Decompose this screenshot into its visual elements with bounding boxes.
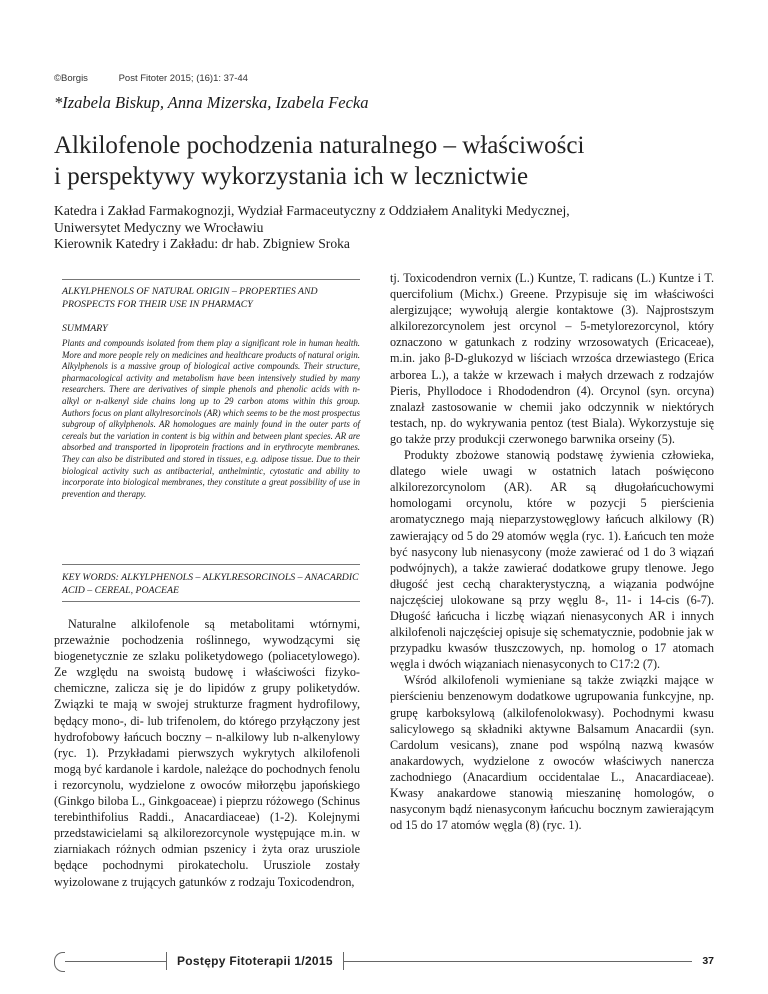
keywords-bottom-rule [62, 601, 360, 602]
summary-text: Plants and compounds isolated from them play a significant role in human health. More and more people rely on medicines and healthcare products of natural origin. Alkylphenols is a massive group of biological active compounds. Their structure, pharmacological activity and metabolism have been intensively studied by many researchers. There are derivatives of simple phenols and phenolic acids with n-alkyl or n-alkenyl side chains long up to 29 carbon atoms within this group. Authors focus on plant alkylresorcinols (AR) which seems to be the most prospectus subgroup of alkylphenols. AR homologues are mainly found in the outer parts of cereals but the variation in content is big within and between plant species. AR are absorbed and transported in lipoprotein fractions and in erythrocyte membranes. They can also be distributed and stored in tissues, e.g. adipose tissue. Due to their biological activity such as antibacterial, anthelmintic, cytostatic and ability to incorporate into biological membranes, they constitute a great possibility of use in prevention and therapy. [62, 338, 360, 499]
article-title [54, 130, 734, 192]
footer-rule [54, 961, 714, 962]
body-left-column [54, 616, 360, 890]
paragraph: Produkty zbożowe stanowią podstawę żywienia człowieka, dlatego wiele uwagi w ostatnich latach poświęcono alkilorezorcynolom (AR). AR są długołańcuchowymi homologami orcynolu, które w pozycji 5 pierścienia aromatycznego mają nieparzystowęglowy łańcuch alkilowy (R) zawierający od 5 do 29 atomów węgla (ryc. 1). Łańcuch ten może być nasycony lub nienasycony (może zawierać od 1 do 3 wiązań podwójnych), a także zawierać dodatkowe grupy tlenowe. Jego długość jest cechą charakterystyczną, a wiązania podwójne najczęściej ulokowane są przy węglu 8-, 11- i 14-cis (6-7). Długość łańcucha i liczbę wiązań nienasyconych AR i innych alkilofenoli najczęściej opisuje się schematycznie, podobnie jak w przypadku kwasów tłuszczowych, np. homolog o 17 atomach węgla i dwóch wiązaniach nienasyconych to C17:2 (7). [390, 448, 714, 672]
body-right-column [390, 270, 714, 833]
page-number: 37 [692, 952, 714, 970]
abstract-title: ALKYLPHENOLS OF NATURAL ORIGIN – PROPERTIES AND PROSPECTS FOR THEIR USE IN PHARMACY [62, 286, 318, 310]
affiliation-line-3: Kierownik Katedry i Zakładu: dr hab. Zbigniew Sroka [54, 236, 350, 251]
keywords-top-rule [62, 564, 360, 565]
affiliation-line-1: Katedra i Zakład Farmakognozji, Wydział Farmaceutyczny z Oddziałem Analityki Medycznej, [54, 203, 570, 218]
affiliation-line-2: Uniwersytet Medyczny we Wrocławiu [54, 219, 264, 235]
footer-left-cap [54, 952, 65, 972]
header-meta [54, 73, 276, 84]
abstract-top-rule [62, 279, 360, 280]
journal-name: Postępy Fitoterapii 1/2015 [166, 952, 344, 970]
paragraph: Naturalne alkilofenole są metabolitami wtórnymi, przeważnie pochodzenia roślinnego, wywodzącymi się biogenetycznie ze szlaku poliketydowego (poliacetylowego). Ze względu na swoistą budowę i właściwości fizyko-chemiczne, zalicza się je do lipidów z grupy poliketydów. Związki te mają w swojej strukturze fragment hydrofilowy, będący mono-, di- lub trifenolem, do którego przyłączony jest hydrofobowy łańcuch boczny – n-alkilowy lub n-alkenylowy (ryc. 1). Przykładami pierwszych wykrytych alkilofenoli mogą być kardanole i kardole, należące do pochodnych fenolu i rezorcynolu, wydzielone z owoców miłorzębu japońskiego (Ginkgo biloba L., Ginkgoaceae) i pieprzu różowego (Schinus terebinthifolius Raddi., Anacardiaceae) (1-2). Kolejnymi przedstawicielami są alkilorezorcynole występujące m.in. w ziarniakach różnych odmian pszenicy i żyta oraz urusziole będące pochodnymi pirokatecholu. Urusziole zostały wyizolowane z trujących gatunków z rodzaju Toxicodendron, [54, 617, 360, 889]
title-line-1: Alkilofenole pochodzenia naturalnego – właściwości [54, 132, 585, 159]
citation-label: Post Fitoter 2015; (16)1: 37-44 [118, 73, 248, 84]
affiliation [54, 203, 734, 253]
keywords: KEY WORDS: ALKYLPHENOLS – ALKYLRESORCINOLS – ANACARDIC ACID – CEREAL, POACEAE [62, 572, 359, 596]
publisher-label: ©Borgis [54, 73, 88, 84]
paragraph: tj. Toxicodendron vernix (L.) Kuntze, T. radicans (L.) Kuntze i T. quercifolium (Michx.) Greene. Przypisuje się im właściwości alergizujące; wywołują alergie kontaktowe (3). Najprostszym alkilorezorcynolem jest orcynol – 5-metylorezorcynol, który oznaczono w gatunkach z rodziny wrzosowatych (Ericaceae), m.in. jako β-D-glukozyd w liściach wrzośca drzewiastego (Erica arborea L.), a także w krzewach i małych drzewach z rodzajów Pieris, Phyllodoce i Rhododendron (4). Orcynol (syn. orcyna) znalazł zastosowanie w chemii jako odczynnik w niektórych testach, np. do wykrywania pentoz (test Biala). Wykorzystuje się go także przy produkcji czerwonego barwnika orseiny (5). [390, 271, 714, 446]
paragraph: Wśród alkilofenoli wymieniane są także związki mające w pierścieniu benzenowym dodatkowe ugrupowania funkcyjne, np. grupę karboksylową (alkilofenolokwasy). Pochodnymi kwasu salicylowego są składniki aktywne Balsamum Anacardii (syn. Cardolum vesicans), znane pod wspólną nazwą kwasów anakardowych, wydzielone z owoców właściwych nanercza zachodniego (Anacardium occidentalae L., Anacardiaceae). Kwasy anakardowe stanowią mieszaninę homologów, o nasyconym bądź nienasyconym łańcuchu bocznym zawierającym od 15 do 17 atomów węgla (8) (ryc. 1). [390, 673, 714, 833]
authors: *Izabela Biskup, Anna Mizerska, Izabela Fecka [54, 93, 369, 112]
page-footer [54, 952, 714, 972]
title-line-2: i perspektywy wykorzystania ich w lecznictwie [54, 163, 529, 190]
summary-heading: SUMMARY [62, 323, 108, 334]
